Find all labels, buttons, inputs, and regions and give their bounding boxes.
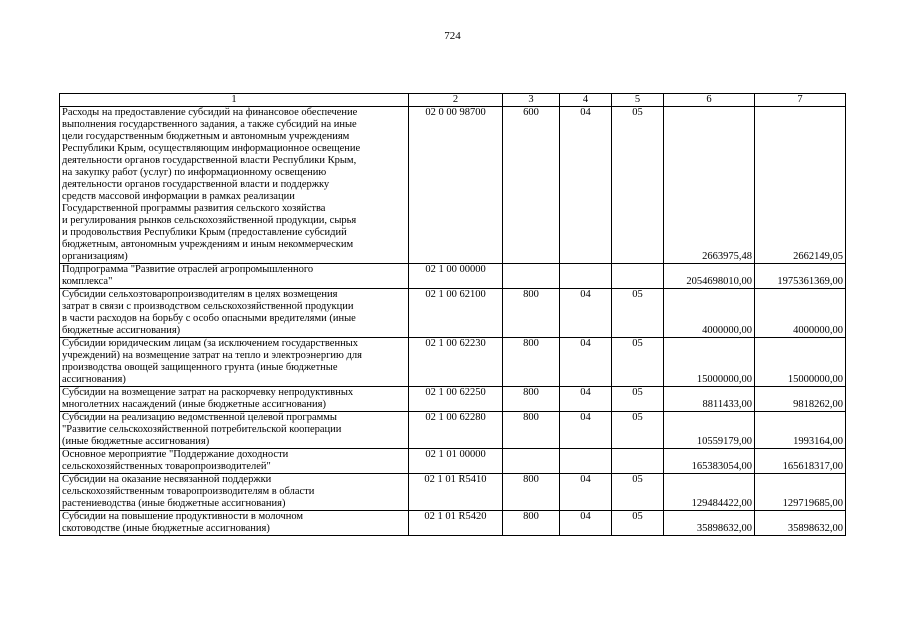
description-line: Государственной программы развития сельского хозяйства: [62, 203, 326, 214]
amount-year-1: 2663975,48: [664, 107, 755, 264]
description-line: Субсидии на реализацию ведомственной целевой программы: [62, 412, 337, 423]
amount-year-1: 10559179,00: [664, 412, 755, 449]
page-number: 724: [444, 30, 461, 42]
row-description: [60, 474, 409, 511]
section-code: 04: [560, 511, 612, 536]
row-description: [60, 511, 409, 536]
description-line: средств массовой информации в рамках реализации: [62, 191, 295, 202]
subsection-code: 05: [612, 107, 664, 264]
amount-year-1: 2054698010,00: [664, 264, 755, 289]
amount-year-2: 1975361369,00: [755, 264, 846, 289]
description-line: производства овощей защищенного грунта (иные бюджетные: [62, 362, 338, 373]
description-line: Расходы на предоставление субсидий на финансовое обеспечение: [62, 107, 358, 118]
section-code: 04: [560, 474, 612, 511]
description-line: организациям): [62, 251, 128, 262]
expense-type-code: 800: [503, 387, 560, 412]
description-line: Подпрограмма "Развитие отраслей агропромышленного: [62, 264, 314, 275]
description-line: сельскохозяйственным товаропроизводителям в области: [62, 486, 315, 497]
column-header: 5: [612, 94, 664, 107]
subsection-code: 05: [612, 412, 664, 449]
column-header: 6: [664, 94, 755, 107]
row-description: [60, 449, 409, 474]
section-code: 04: [560, 289, 612, 338]
table-body: [60, 94, 846, 536]
description-line: Основное мероприятие "Поддержание доходности: [62, 449, 289, 460]
row-description: [60, 264, 409, 289]
table-row: [60, 474, 846, 511]
row-description: [60, 338, 409, 387]
amount-year-1: 165383054,00: [664, 449, 755, 474]
budget-code: 02 1 01 R5410: [409, 474, 503, 511]
description-line: и регулирования рынков сельскохозяйственной продукции, сырья: [62, 215, 357, 226]
table-header-row: [60, 94, 846, 107]
amount-year-1: 15000000,00: [664, 338, 755, 387]
column-header: 7: [755, 94, 846, 107]
table-row: [60, 338, 846, 387]
budget-code: 02 1 01 R5420: [409, 511, 503, 536]
description-line: Субсидии на оказание несвязанной поддержки: [62, 474, 272, 485]
table-row: [60, 264, 846, 289]
row-description: [60, 412, 409, 449]
amount-year-2: 2662149,05: [755, 107, 846, 264]
amount-year-1: 4000000,00: [664, 289, 755, 338]
expense-type-code: 800: [503, 338, 560, 387]
description-line: бюджетным, автономным учреждениям и иным некоммерческим: [62, 239, 354, 250]
description-line: скотоводстве (иные бюджетные ассигнования): [62, 523, 270, 534]
subsection-code: 05: [612, 387, 664, 412]
budget-code: 02 1 00 62230: [409, 338, 503, 387]
amount-year-2: 1993164,00: [755, 412, 846, 449]
amount-year-2: 129719685,00: [755, 474, 846, 511]
description-line: деятельности органов государственной власти Республики Крым,: [62, 155, 357, 166]
column-header: 3: [503, 94, 560, 107]
table-row: [60, 412, 846, 449]
description-line: бюджетные ассигнования): [62, 325, 181, 336]
subsection-code: 05: [612, 511, 664, 536]
description-line: цели государственным бюджетным и автономным учреждениям: [62, 131, 350, 142]
section-code: [560, 449, 612, 474]
budget-code: 02 1 00 62280: [409, 412, 503, 449]
expense-type-code: 600: [503, 107, 560, 264]
description-line: деятельности органов государственной власти и поддержку: [62, 179, 330, 190]
description-line: Субсидии на повышение продуктивности в молочном: [62, 511, 304, 522]
expense-type-code: 800: [503, 412, 560, 449]
subsection-code: [612, 449, 664, 474]
description-line: (иные бюджетные ассигнования): [62, 436, 210, 447]
table-row: [60, 387, 846, 412]
amount-year-2: 35898632,00: [755, 511, 846, 536]
row-description: [60, 107, 409, 264]
section-code: 04: [560, 412, 612, 449]
description-line: в части расходов на борьбу с особо опасными вредителями (иные: [62, 313, 356, 324]
budget-code: 02 1 01 00000: [409, 449, 503, 474]
amount-year-2: 9818262,00: [755, 387, 846, 412]
table-row: [60, 449, 846, 474]
description-line: сельскохозяйственных товаропроизводителей": [62, 461, 271, 472]
section-code: [560, 264, 612, 289]
description-line: выполнения государственного задания, а также субсидий на иные: [62, 119, 357, 130]
description-line: "Развитие сельскохозяйственной потребительской кооперации: [62, 424, 342, 435]
table-row: [60, 289, 846, 338]
budget-table: [59, 93, 846, 536]
subsection-code: [612, 264, 664, 289]
description-line: Субсидии юридическим лицам (за исключением государственных: [62, 338, 358, 349]
description-line: на закупку работ (услуг) по информационному освещению: [62, 167, 327, 178]
budget-code: 02 1 00 62100: [409, 289, 503, 338]
table-row: [60, 511, 846, 536]
amount-year-1: 35898632,00: [664, 511, 755, 536]
description-line: ассигнования): [62, 374, 126, 385]
row-description: [60, 387, 409, 412]
description-line: и продовольствия Республики Крым (предоставление субсидий: [62, 227, 347, 238]
section-code: 04: [560, 387, 612, 412]
amount-year-2: 165618317,00: [755, 449, 846, 474]
column-header: 1: [60, 94, 409, 107]
column-header: 4: [560, 94, 612, 107]
expense-type-code: [503, 264, 560, 289]
budget-code: 02 1 00 62250: [409, 387, 503, 412]
description-line: комплекса": [62, 276, 113, 287]
table-row: [60, 107, 846, 264]
description-line: учреждений) на возмещение затрат на тепло и электроэнергию для: [62, 350, 362, 361]
description-line: Субсидии на возмещение затрат на раскорчевку непродуктивных: [62, 387, 354, 398]
expense-type-code: 800: [503, 511, 560, 536]
subsection-code: 05: [612, 289, 664, 338]
expense-type-code: 800: [503, 474, 560, 511]
amount-year-1: 8811433,00: [664, 387, 755, 412]
description-line: Субсидии сельхозтоваропроизводителям в целях возмещения: [62, 289, 338, 300]
expense-type-code: 800: [503, 289, 560, 338]
amount-year-2: 15000000,00: [755, 338, 846, 387]
description-line: затрат в связи с производством сельскохозяйственной продукции: [62, 301, 354, 312]
description-line: многолетних насаждений (иные бюджетные ассигнования): [62, 399, 326, 410]
budget-code: 02 0 00 98700: [409, 107, 503, 264]
description-line: растениеводства (иные бюджетные ассигнования): [62, 498, 286, 509]
expense-type-code: [503, 449, 560, 474]
section-code: 04: [560, 107, 612, 264]
subsection-code: 05: [612, 338, 664, 387]
description-line: Республики Крым, осуществляющим информационное освещение: [62, 143, 361, 154]
section-code: 04: [560, 338, 612, 387]
amount-year-1: 129484422,00: [664, 474, 755, 511]
subsection-code: 05: [612, 474, 664, 511]
amount-year-2: 4000000,00: [755, 289, 846, 338]
column-header: 2: [409, 94, 503, 107]
row-description: [60, 289, 409, 338]
budget-code: 02 1 00 00000: [409, 264, 503, 289]
